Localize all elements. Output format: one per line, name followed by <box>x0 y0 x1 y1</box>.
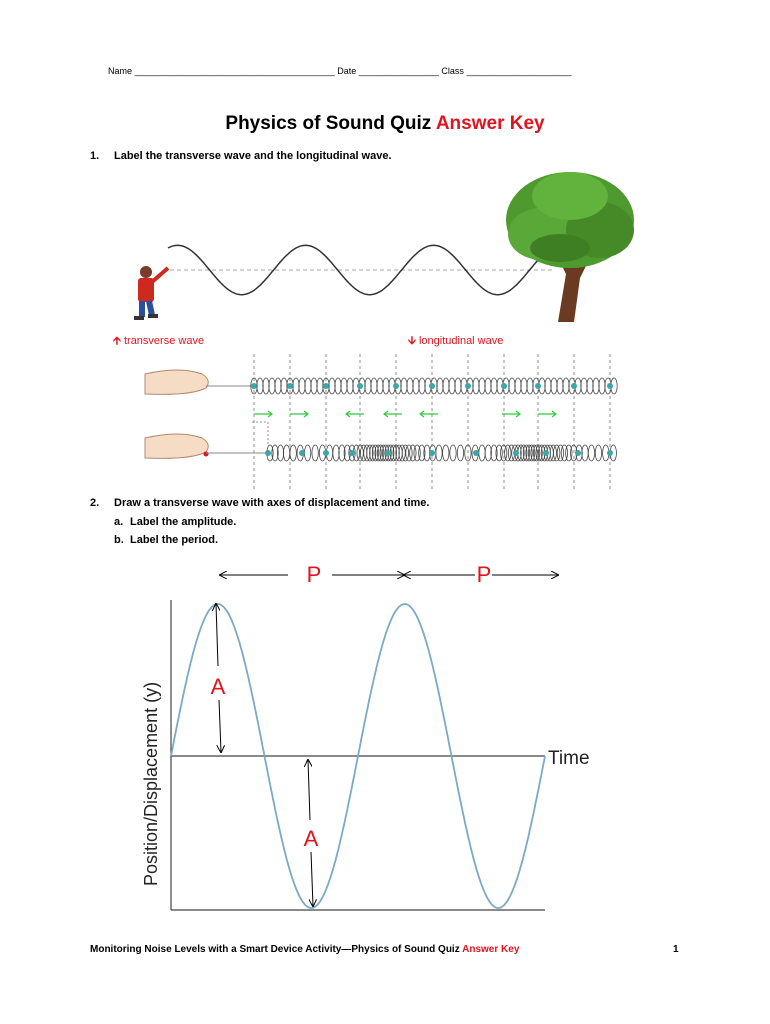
date-line: ________________ <box>358 66 439 76</box>
transverse-label-text: transverse wave <box>123 335 205 347</box>
y-axis-label: Position/Displacement (y) <box>141 681 161 886</box>
footer <box>90 944 519 955</box>
question-2b-letter: b. <box>114 534 124 546</box>
question-1-number: 1. <box>90 150 100 162</box>
question-1-text: Label the transverse wave and the longitudinal wave. <box>114 150 392 162</box>
page-number: 1 <box>673 944 679 955</box>
amplitude-2-down-arrow <box>311 852 313 906</box>
arrow-up-icon: 🡩 <box>113 335 121 347</box>
date-label: Date <box>337 66 357 76</box>
name-line: ________________________________________ <box>134 66 335 76</box>
amplitude-label-2: A <box>303 826 319 851</box>
longitudinal-label-text: longitudinal wave <box>418 335 504 347</box>
question-2a-letter: a. <box>114 516 124 528</box>
question-2a-text: Label the amplitude. <box>130 516 237 528</box>
amplitude-1-up-arrow <box>216 604 218 666</box>
question-2-number: 2. <box>90 497 100 509</box>
footer-highlight: Answer Key <box>462 944 520 955</box>
footer-text: Monitoring Noise Levels with a Smart Device Activity—Physics of Sound Quiz <box>90 944 460 955</box>
time-axis-label: Time <box>548 748 590 769</box>
period-label-2: P <box>476 562 492 587</box>
amplitude-1-down-arrow <box>219 700 221 752</box>
name-label: Name <box>108 66 133 76</box>
arrow-down-icon: 🡫 <box>408 335 416 347</box>
class-line: _____________________ <box>466 66 572 76</box>
question-2b-text: Label the period. <box>130 534 219 546</box>
question-2-text: Draw a transverse wave with axes of displacement and time. <box>114 497 430 509</box>
amplitude-label-1: A <box>210 674 226 699</box>
title-main: Physics of Sound Quiz <box>225 113 432 134</box>
amplitude-2-up-arrow <box>308 760 310 820</box>
title-highlight: Answer Key <box>435 113 545 134</box>
class-label: Class <box>441 66 464 76</box>
period-label-1: P <box>306 562 322 587</box>
